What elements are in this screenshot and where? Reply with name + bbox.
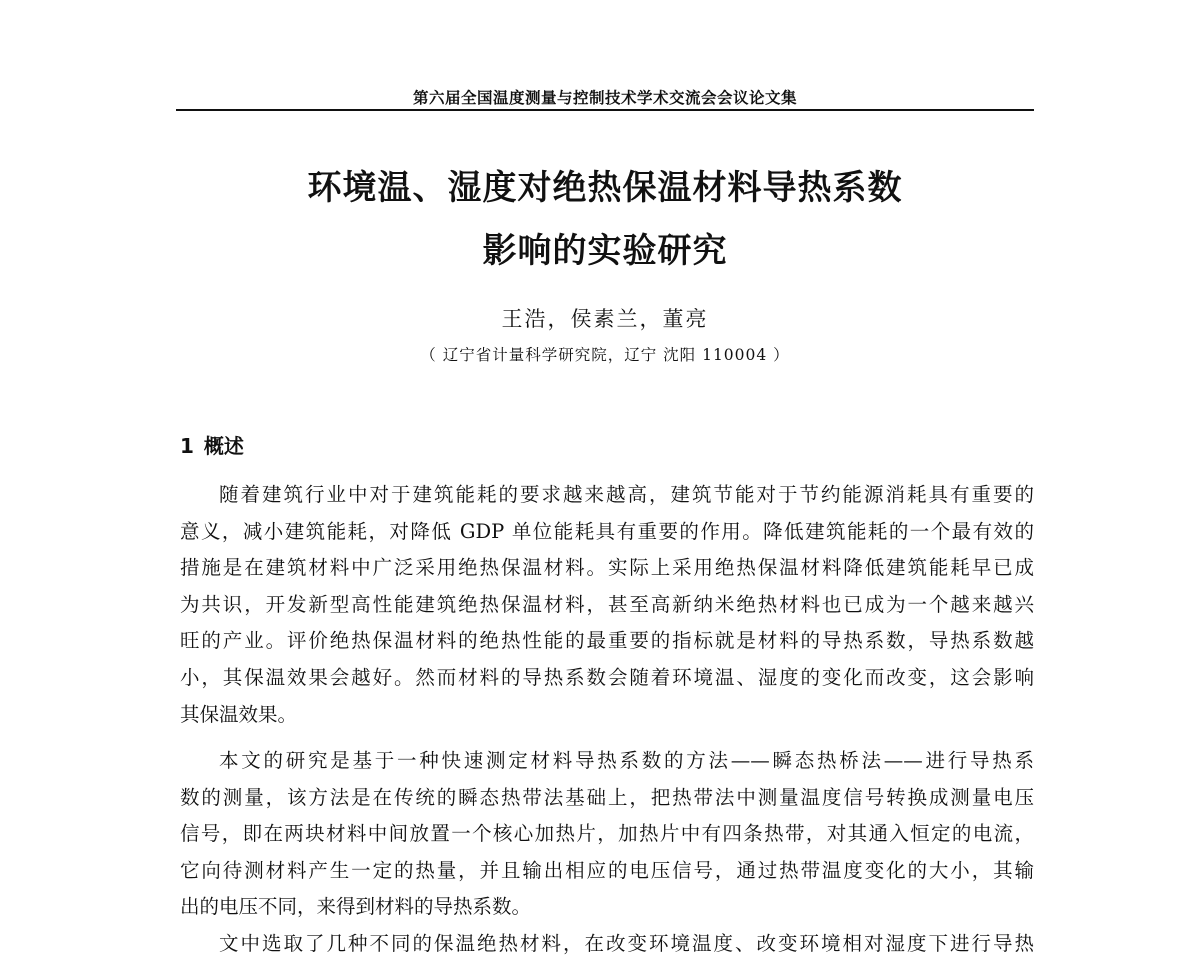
paragraph-line: 为共识，开发新型高性能建筑绝热保温材料，甚至高新纳米绝热材料也已成为一个越来越兴 xyxy=(180,592,1034,616)
paper-title-line-2: 影响的实验研究 xyxy=(482,231,728,271)
section-heading xyxy=(180,430,244,459)
paragraph-line: 随着建筑行业中对于建筑能耗的要求越来越高，建筑节能对于节约能源消耗具有重要的 xyxy=(219,483,1034,506)
paragraph-line: 旺的产业。评价绝热保温材料的绝热性能的最重要的指标就是材料的导热系数，导热系数越 xyxy=(180,629,1034,653)
paragraph-line: 意义，减小建筑能耗，对降低 GDP 单位能耗具有重要的作用。降低建筑能耗的一个最有效的 xyxy=(180,519,1034,543)
paragraph-line: 它向待测材料产生一定的热量，并且输出相应的电压信号，通过热带温度变化的大小，其输 xyxy=(180,858,1034,882)
paragraph-line: 本文的研究是基于一种快速测定材料导热系数的方法——瞬态热桥法——进行导热系 xyxy=(219,749,1034,772)
paragraph-line: 文中选取了几种不同的保温绝热材料，在改变环境温度、改变环境相对湿度下进行导热 xyxy=(219,932,1034,955)
paragraph-2 xyxy=(180,743,1034,926)
authors: 王浩，侯素兰，董亮 xyxy=(501,307,709,331)
paragraph-line: 其保温效果。 xyxy=(180,702,298,726)
paragraph-line: 出的电压不同，来得到材料的导热系数。 xyxy=(180,895,532,919)
paragraph-line: 小，其保温效果会越好。然而材料的导热系数会随着环境温、湿度的变化而改变，这会影响 xyxy=(180,665,1034,689)
paper-title-line-1: 环境温、湿度对绝热保温材料导热系数 xyxy=(307,168,903,208)
paragraph-line: 措施是在建筑材料中广泛采用绝热保温材料。实际上采用绝热保温材料降低建筑能耗早已成 xyxy=(180,556,1034,580)
header-rule xyxy=(176,109,1034,111)
paragraph-3 xyxy=(180,926,1034,963)
paragraph-line: 数的测量，该方法是在传统的瞬态热带法基础上，把热带法中测量温度信号转换成测量电压 xyxy=(180,785,1034,809)
paragraph-1 xyxy=(180,477,1034,733)
section-title: 概述 xyxy=(203,434,244,458)
paragraph-line: 信号，即在两块材料中间放置一个核心加热片，加热片中有四条热带，对其通入恒定的电流， xyxy=(180,822,1034,846)
running-head: 第六届全国温度测量与控制技术学术交流会会议论文集 xyxy=(412,89,797,107)
section-number: 1 xyxy=(180,434,194,458)
affiliation: （ 辽宁省计量科学研究院，辽宁 沈阳 110004 ） xyxy=(420,346,790,364)
